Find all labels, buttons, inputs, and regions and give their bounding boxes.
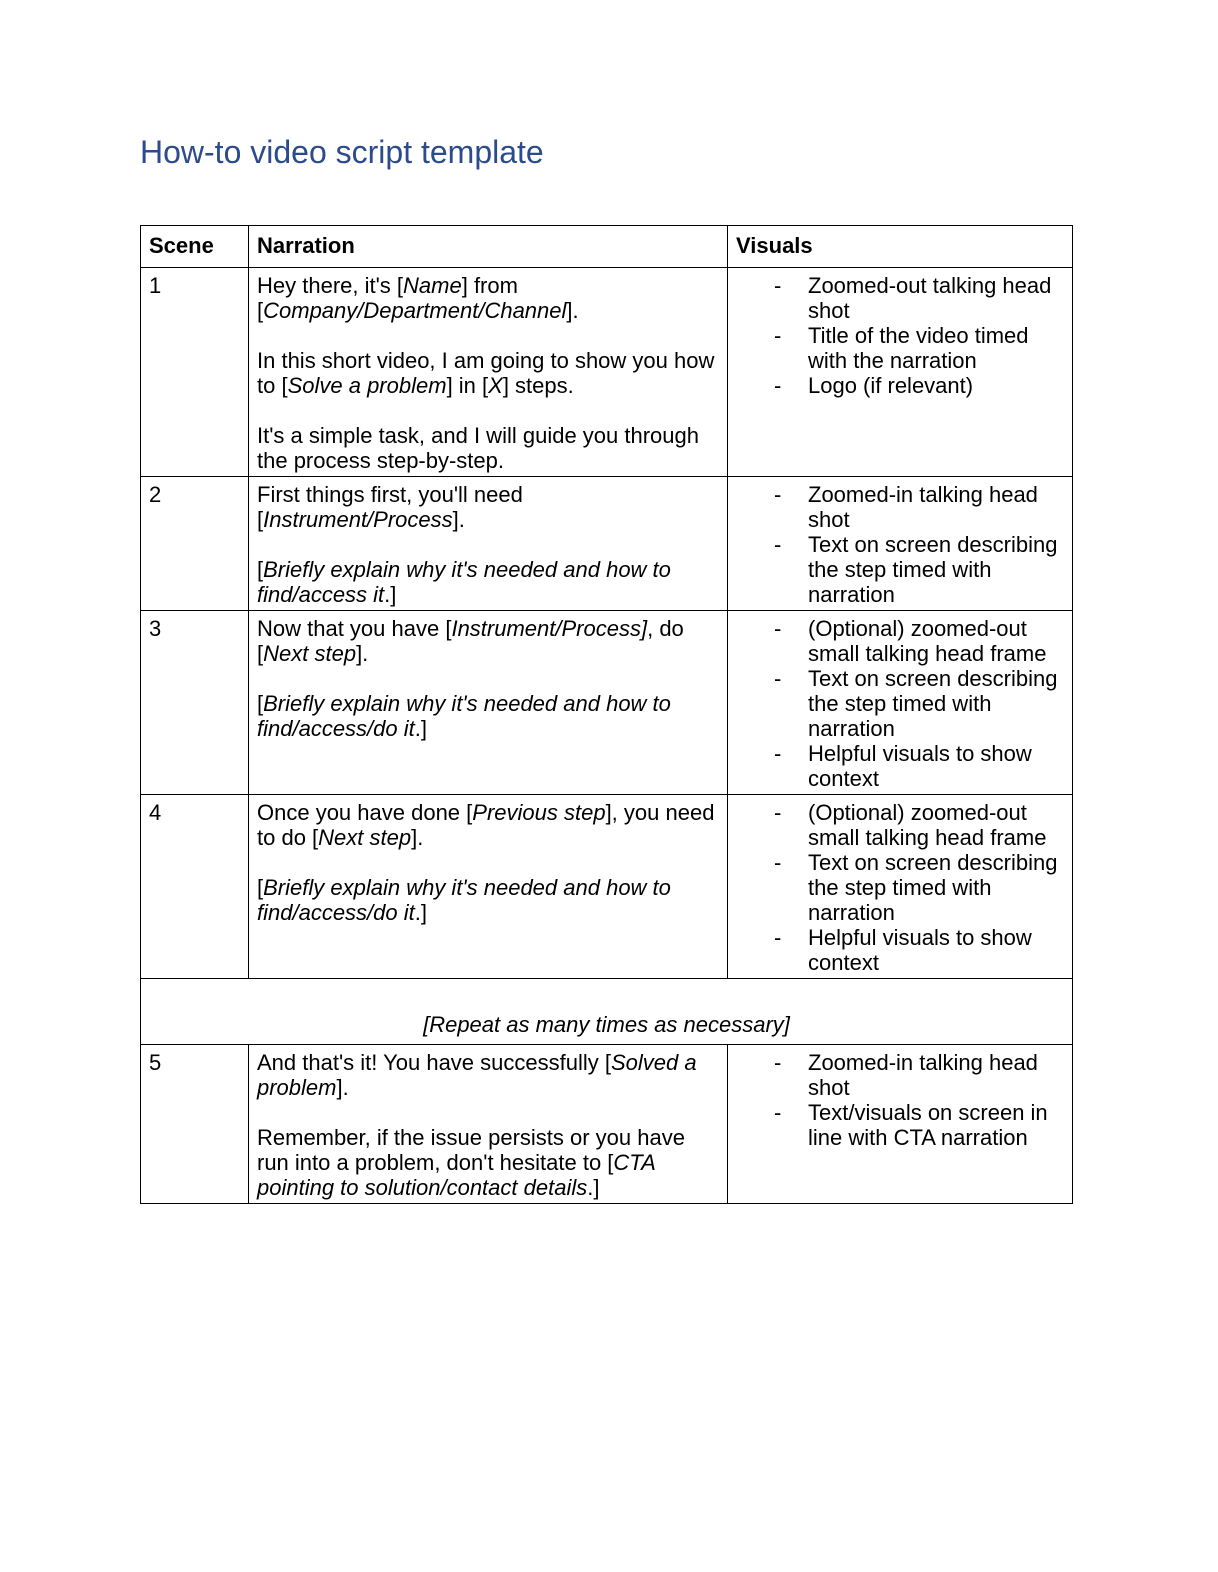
blank-line [257, 1100, 719, 1125]
text-segment: [ [257, 691, 264, 716]
narration-paragraph [257, 800, 719, 850]
text-segment: [ [257, 875, 264, 900]
placeholder-text: Instrument/Process] [451, 616, 648, 641]
text-segment: ], you need to do [ [257, 800, 715, 850]
blank-line [257, 323, 719, 348]
narration-paragraph [257, 616, 719, 666]
visual-item: - Zoomed-out talking head shot [736, 273, 1064, 323]
placeholder-text: Next step [318, 825, 412, 850]
narration-cell [249, 795, 728, 979]
visuals-cell [728, 795, 1073, 979]
placeholder-text: Briefly explain why it's needed and how to find/access it [257, 557, 671, 607]
text-segment: Once you have done [ [257, 800, 473, 825]
scene-number: 1 [141, 268, 249, 477]
table-body [141, 268, 1073, 1204]
narration-paragraph [257, 557, 719, 607]
visual-item: - (Optional) zoomed-out small talking head frame [736, 616, 1064, 666]
text-segment: Hey there, it's [ [257, 273, 404, 298]
visual-item: - Title of the video timed with the narration [736, 323, 1064, 373]
placeholder-text: Company/Department/Channel [263, 298, 567, 323]
placeholder-text: Briefly explain why it's needed and how to find/access/do it [257, 875, 671, 925]
repeat-note-row [141, 979, 1073, 1045]
placeholder-text: Solved a problem [257, 1050, 697, 1100]
narration-paragraph [257, 875, 719, 925]
blank-line [257, 850, 719, 875]
scene-row-2 [141, 477, 1073, 611]
blank-line [257, 532, 719, 557]
visuals-list [736, 482, 1064, 607]
column-header-visuals: Visuals [728, 226, 1073, 268]
visuals-list [736, 616, 1064, 791]
placeholder-text: Previous step [472, 800, 606, 825]
narration-paragraph [257, 691, 719, 741]
visuals-cell [728, 477, 1073, 611]
visual-item: - (Optional) zoomed-out small talking head frame [736, 800, 1064, 850]
visual-item: - Text on screen describing the step timed with narration [736, 850, 1064, 925]
page-title: How-to video script template [140, 134, 544, 170]
text-segment: [ [257, 557, 264, 582]
text-segment: It's a simple task, and I will guide you through the process step-by-step. [257, 423, 699, 473]
narration-cell [249, 268, 728, 477]
text-segment: .] [414, 900, 427, 925]
text-segment: ]. [411, 825, 424, 850]
blank-line [257, 666, 719, 691]
narration-paragraph [257, 1050, 719, 1100]
text-segment: .] [587, 1175, 600, 1200]
visual-item: - Zoomed-in talking head shot [736, 482, 1064, 532]
placeholder-text: Instrument/Process [263, 507, 453, 532]
column-header-scene: Scene [141, 226, 249, 268]
blank-line [257, 398, 719, 423]
text-segment: .] [384, 582, 397, 607]
placeholder-text: Solve a problem [287, 373, 447, 398]
text-segment: ]. [356, 641, 369, 666]
placeholder-text: Next step [263, 641, 357, 666]
visual-item: - Text/visuals on screen in line with CTA narration [736, 1100, 1064, 1150]
text-segment: Remember, if the issue persists or you have run into a problem, don't hesitate to [ [257, 1125, 685, 1175]
visuals-cell [728, 1045, 1073, 1204]
text-segment: ]. [336, 1075, 349, 1100]
scene-number: 3 [141, 611, 249, 795]
visual-item: - Text on screen describing the step timed with narration [736, 532, 1064, 607]
scene-number: 5 [141, 1045, 249, 1204]
text-segment: Now that you have [ [257, 616, 452, 641]
visual-item: - Zoomed-in talking head shot [736, 1050, 1064, 1100]
text-segment: ] from [ [257, 273, 518, 323]
text-segment: And that's it! You have successfully [ [257, 1050, 611, 1075]
text-segment: ] steps. [502, 373, 574, 398]
text-segment: ] in [ [446, 373, 489, 398]
narration-paragraph [257, 273, 719, 323]
scene-number: 2 [141, 477, 249, 611]
placeholder-text: Name [403, 273, 462, 298]
text-segment: ]. [452, 507, 465, 532]
visuals-cell [728, 611, 1073, 795]
placeholder-text: CTA pointing to solution/contact details [257, 1150, 655, 1200]
narration-paragraph [257, 482, 719, 532]
scene-row-4 [141, 795, 1073, 979]
placeholder-text: Briefly explain why it's needed and how to find/access/do it [257, 691, 671, 741]
visual-item: - Helpful visuals to show context [736, 741, 1064, 791]
visuals-cell [728, 268, 1073, 477]
scene-row-3 [141, 611, 1073, 795]
placeholder-text: X [488, 373, 503, 398]
text-segment: , do [ [257, 616, 684, 666]
script-table [140, 225, 1073, 1204]
visuals-list [736, 800, 1064, 975]
narration-paragraph [257, 348, 719, 398]
scene-number: 4 [141, 795, 249, 979]
header-row [141, 226, 1073, 268]
visuals-list [736, 1050, 1064, 1150]
narration-cell [249, 477, 728, 611]
visual-item: - Text on screen describing the step timed with narration [736, 666, 1064, 741]
repeat-note-text [149, 1012, 1064, 1037]
blank-line [149, 987, 1064, 1012]
placeholder-text: [Repeat as many times as necessary] [423, 1012, 790, 1037]
visual-item: - Helpful visuals to show context [736, 925, 1064, 975]
repeat-note-cell [141, 979, 1073, 1045]
text-segment: .] [414, 716, 427, 741]
visual-item: - Logo (if relevant) [736, 373, 1064, 398]
text-segment: ]. [566, 298, 579, 323]
text-segment: In this short video, I am going to show you how to [ [257, 348, 715, 398]
scene-row-1 [141, 268, 1073, 477]
narration-cell [249, 1045, 728, 1204]
scene-row-5 [141, 1045, 1073, 1204]
narration-paragraph [257, 423, 719, 473]
visuals-list [736, 273, 1064, 398]
narration-paragraph [257, 1125, 719, 1200]
column-header-narration: Narration [249, 226, 728, 268]
narration-cell [249, 611, 728, 795]
text-segment: First things first, you'll need [ [257, 482, 523, 532]
